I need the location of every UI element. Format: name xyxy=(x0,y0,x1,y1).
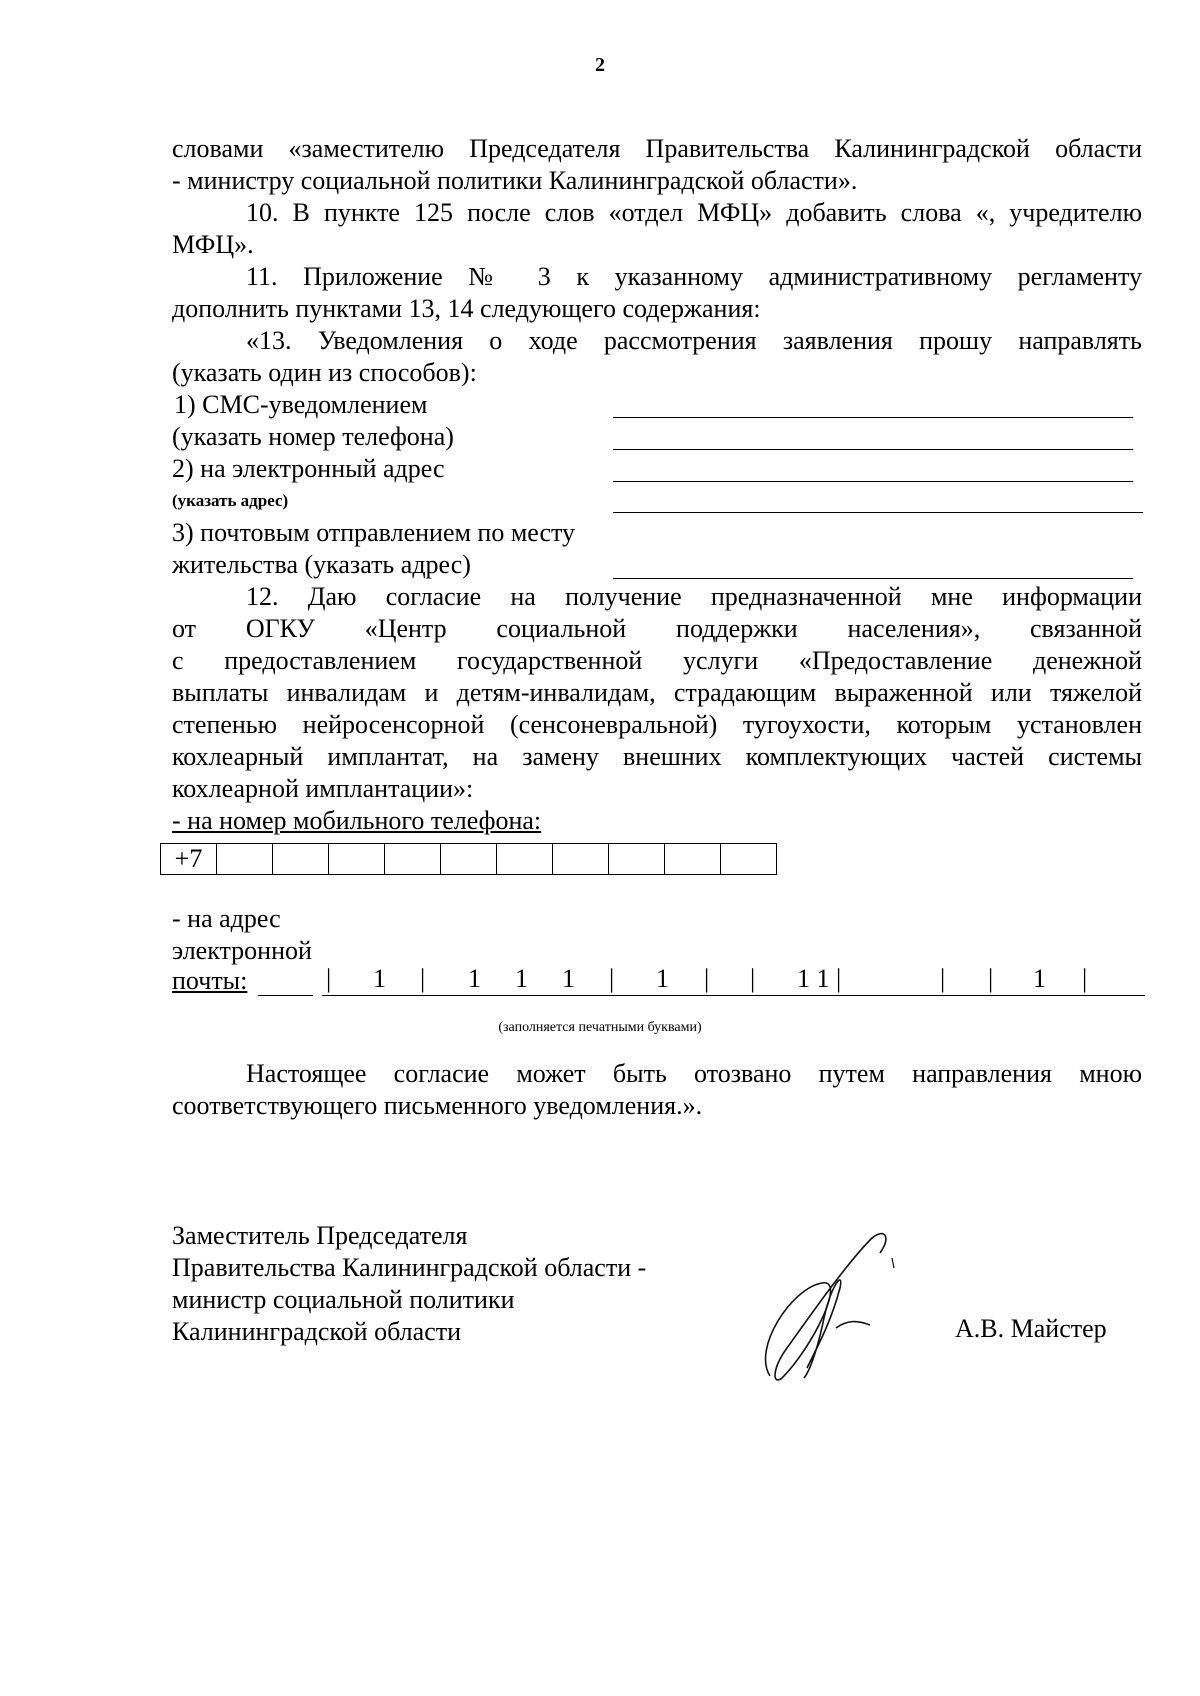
phone-digit-cell[interactable] xyxy=(329,844,385,875)
email-mark: | xyxy=(988,964,994,993)
phone-prefix: +7 xyxy=(161,844,217,875)
email-mark: 1 xyxy=(373,964,386,993)
email-mark: | xyxy=(704,964,710,993)
email-mark: | xyxy=(420,964,426,993)
text-line: 11. Приложение № 3 к указанному административному регламенту xyxy=(246,262,1142,291)
handwritten-signature xyxy=(752,1228,922,1388)
text-line: - министру социальной политики Калининградской области». xyxy=(172,166,858,195)
email-mark: | xyxy=(1082,964,1088,993)
email-mark: 1 xyxy=(562,964,575,993)
signatory-title-line: министр социальной политики xyxy=(172,1285,515,1314)
phone-digit-cell[interactable] xyxy=(721,844,777,875)
email-mark: | xyxy=(750,964,756,993)
phone-digit-cell[interactable] xyxy=(441,844,497,875)
signatory-name: А.В. Майстер xyxy=(955,1314,1107,1343)
email-label-line: - на адрес xyxy=(172,904,281,933)
email-field-line[interactable] xyxy=(322,995,1145,996)
email-mark: 1 xyxy=(468,964,481,993)
signatory-title-line: Калининградской области xyxy=(172,1317,462,1346)
block-letters-hint: (заполняется печатными буквами) xyxy=(498,1020,702,1035)
email-mark: | xyxy=(609,964,615,993)
text-line: кохлеарный имплантат, на замену внешних комплектующих частей системы xyxy=(172,742,1142,771)
text-line: словами «заместителю Председателя Правительства Калининградской области xyxy=(172,134,1142,163)
phone-number-grid xyxy=(160,843,777,875)
phone-digit-cell[interactable] xyxy=(553,844,609,875)
sms-field-line[interactable] xyxy=(613,417,1133,418)
option-email-hint: (указать адрес) xyxy=(172,491,289,510)
phone-digit-cell[interactable] xyxy=(385,844,441,875)
text-line: дополнить пунктами 13, 14 следующего содержания: xyxy=(172,294,761,323)
text-line: от ОГКУ «Центр социальной поддержки населения», связанной xyxy=(172,614,1142,643)
page-number: 2 xyxy=(595,54,605,76)
email-mark: | xyxy=(940,964,946,993)
text-line: Настоящее согласие может быть отозвано путем направления мною xyxy=(246,1059,1142,1088)
text-line: степенью нейросенсорной (сенсоневральной) тугоухости, которым установлен xyxy=(172,710,1142,739)
email-field-line[interactable] xyxy=(613,481,1133,482)
email-label-line: почты: xyxy=(172,966,248,995)
phone-field-line[interactable] xyxy=(613,449,1133,450)
text-line: (указать один из способов): xyxy=(172,358,477,387)
phone-label: - на номер мобильного телефона: xyxy=(172,806,542,835)
phone-digit-cell[interactable] xyxy=(273,844,329,875)
email-mark: 1 1 xyxy=(797,964,830,993)
email-label-line: электронной xyxy=(172,936,312,965)
option-sms: 1) СМС-уведомлением xyxy=(174,390,428,419)
email-underline xyxy=(258,995,313,996)
email-mark: 1 xyxy=(1033,964,1046,993)
email-mark: 1 xyxy=(656,964,669,993)
phone-digit-cell[interactable] xyxy=(609,844,665,875)
email-mark: | xyxy=(836,964,842,993)
text-line: с предоставлением государственной услуги «Предоставление денежной xyxy=(172,646,1142,675)
signatory-title-line: Заместитель Председателя xyxy=(172,1221,468,1250)
phone-digit-cell[interactable] xyxy=(497,844,553,875)
text-line: выплаты инвалидам и детям-инвалидам, страдающим выраженной или тяжелой xyxy=(172,678,1142,707)
text-line: соответствующего письменного уведомления.». xyxy=(172,1091,703,1120)
phone-digit-cell[interactable] xyxy=(217,844,273,875)
text-line: 10. В пункте 125 после слов «отдел МФЦ» добавить слова «, учредителю xyxy=(246,198,1142,227)
option-sms-hint: (указать номер телефона) xyxy=(172,422,454,451)
email-address-field-line[interactable] xyxy=(613,512,1143,513)
option-post: 3) почтовым отправлением по месту xyxy=(172,518,576,547)
signatory-title-line: Правительства Калининградской области - xyxy=(172,1253,647,1282)
text-line: МФЦ». xyxy=(172,230,254,259)
text-line: 12. Даю согласие на получение предназначенной мне информации xyxy=(246,582,1142,611)
text-line: «13. Уведомления о ходе рассмотрения заявления прошу направлять xyxy=(246,326,1142,355)
post-address-field-line[interactable] xyxy=(613,578,1133,579)
option-email: 2) на электронный адрес xyxy=(172,454,445,483)
email-mark: | xyxy=(326,964,332,993)
phone-digit-cell[interactable] xyxy=(665,844,721,875)
option-post-hint: жительства (указать адрес) xyxy=(172,550,471,579)
email-mark: 1 xyxy=(515,964,528,993)
text-line: кохлеарной имплантации»: xyxy=(172,774,474,803)
